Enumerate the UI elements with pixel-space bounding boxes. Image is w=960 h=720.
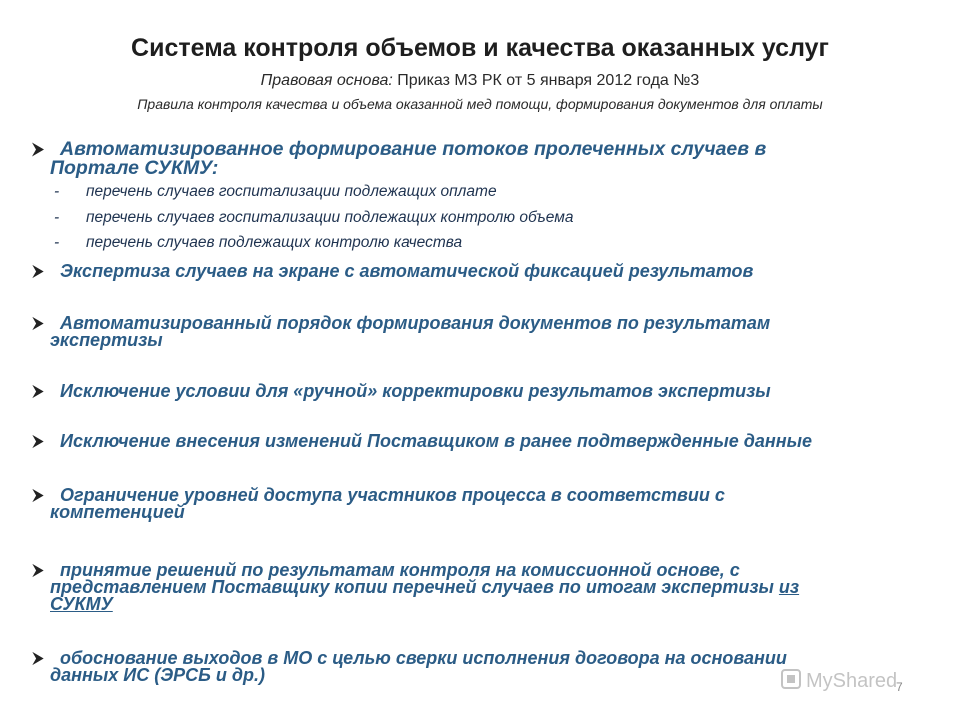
bullet-link-sukmu[interactable]: СУКМУ [50,594,113,614]
arrow-bullet-icon [30,433,46,450]
bullet-line: принятие решений по результатам контроля на комиссионной основе, с [60,560,740,580]
bullet-link-from[interactable]: из [778,577,800,597]
arrow-bullet-icon [30,383,46,400]
arrow-bullet-icon [30,562,46,579]
bullet-line: компетенцией [50,502,185,522]
bullet-line: представлением Поставщику копии перечней случаев по итогам экспертизы [50,577,779,597]
slide-title: Система контроля объемов и качества оказанных услуг [131,34,829,62]
bullet-line: экспертизы [50,330,163,350]
bullet-item-supplier-changes [30,433,945,450]
myshared-logo-icon [780,664,930,694]
bullet-line: обоснование выходов в МО с целью сверки исполнения договора на основании [60,648,787,668]
bullet-line: Экспертиза случаев на экране с автоматической фиксацией результатов [60,261,754,281]
bullet-item-doc-formation [30,315,945,349]
bullet-item-manual-correction [30,383,945,400]
page-number: 7 [896,680,903,694]
arrow-bullet-icon [30,650,46,667]
arrow-bullet-icon [30,263,46,280]
bullet-line: Исключение условии для «ручной» корректировки результатов экспертизы [60,381,771,401]
legal-basis-text: Приказ МЗ РК от 5 января 2012 года №3 [392,72,700,89]
arrow-bullet-icon [30,315,46,332]
legal-basis-label: Правовая основа: [260,72,393,89]
sub-item-payment: - перечень случаев госпитализации подлежащих оплате [54,183,497,200]
bullet-item-auto-formation [30,140,945,178]
bullet-line: Автоматизированное формирование потоков пролеченных случаев в [60,138,767,160]
bullet-line: Ограничение уровней доступа участников процесса в соответствии с [60,485,725,505]
arrow-bullet-icon [30,140,46,159]
bullet-line: Автоматизированный порядок формирования документов по результатам [60,313,771,333]
watermark-text: MyShared [806,670,898,692]
bullet-item-access-levels [30,487,945,521]
bullet-line: данных ИС (ЭРСБ и др.) [50,665,266,685]
sub-item-quality: - перечень случаев подлежащих контролю качества [54,234,463,251]
legal-basis [0,72,960,90]
bullet-item-expertise [30,263,945,280]
rules-line: Правила контроля качества и объема оказанной мед помощи, формирования документов для оплаты [137,96,823,112]
arrow-bullet-icon [30,487,46,504]
bullet-line: Исключение внесения изменений Поставщиком в ранее подтвержденные данные [60,431,812,451]
bullet-item-commission-decisions [30,562,945,613]
sub-item-volume: - перечень случаев госпитализации подлежащих контролю объема [54,209,574,226]
watermark [780,664,930,694]
bullet-line: Портале СУКМУ: [50,157,219,179]
